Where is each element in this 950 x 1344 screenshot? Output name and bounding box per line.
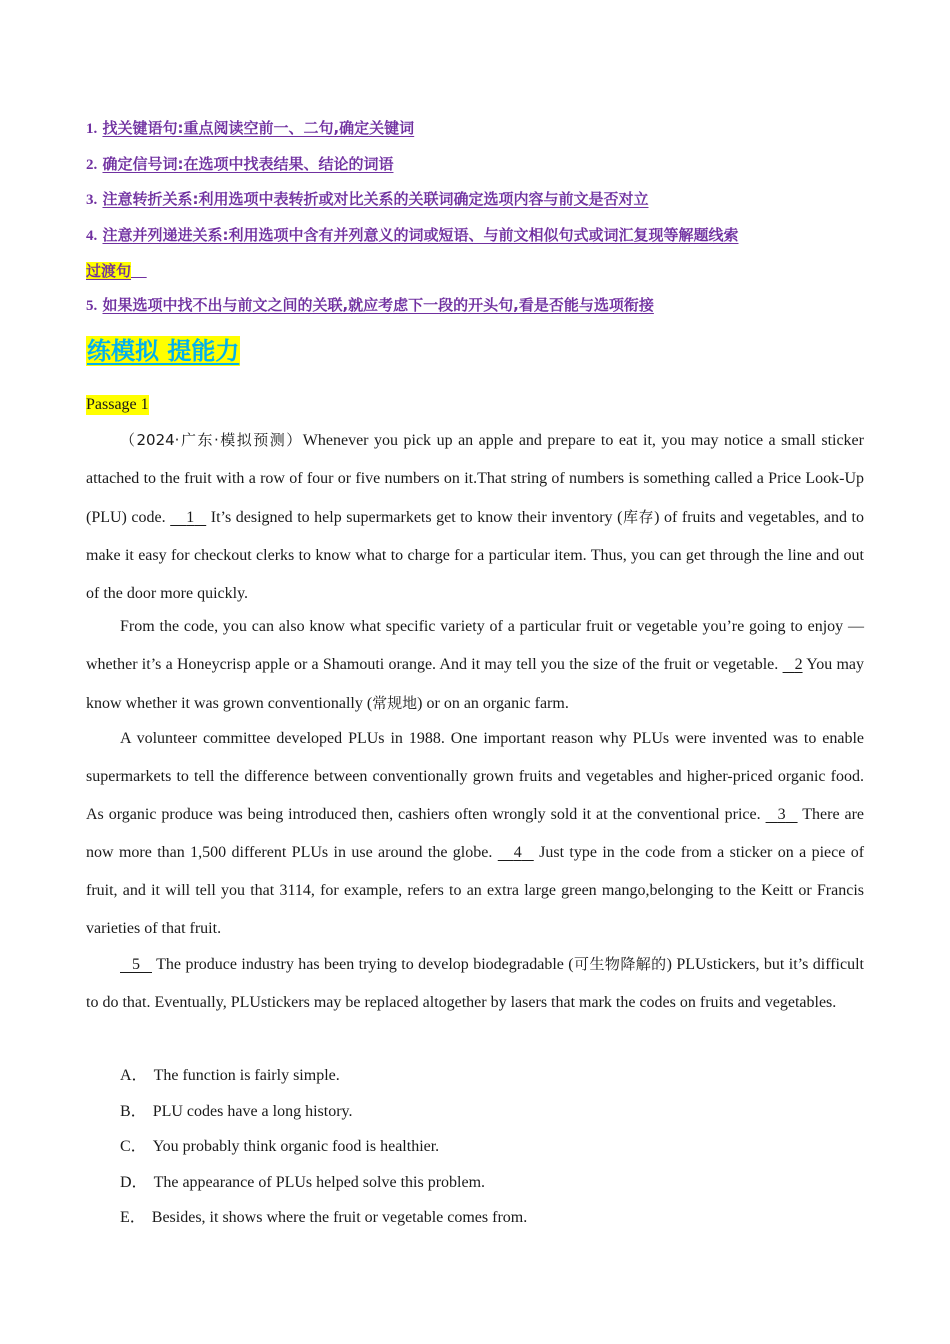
tip-1 [86, 117, 414, 138]
paragraph-text: A volunteer committee developed PLUs in 1988. One important reason why PLUs were invented was to enable supermarkets to tell the difference between conventionally grown fruits and vegetables and higher-priced organic food. As organic produce was being introduced then, cashiers often wrongly sold it at the conventional price. [86, 730, 864, 823]
paragraph-3 [86, 720, 864, 948]
paragraph-text: Just type in the code from a sticker on a piece of fruit, and it will tell you that 3114, for example, refers to an extra large green mango,belonging to the Keitt or Francis varieties of that fruit. [86, 844, 865, 937]
tip-number: 5. [86, 298, 98, 314]
tip-number: 3. [86, 192, 98, 208]
paragraph-text: It’s designed to help supermarkets get to know their inventory ( [210, 509, 623, 526]
paragraph-2 [86, 608, 864, 723]
paragraph-text: The produce industry has been trying to develop biodegradable ( [156, 956, 574, 973]
tip-text: 注意转折关系:利用选项中表转折或对比关系的关联词确定选项内容与前文是否对立 [102, 190, 649, 208]
option-letter: B． [120, 1103, 147, 1120]
paragraph-text: ) or on an organic farm. [417, 695, 569, 712]
chinese-gloss: 常规地 [372, 694, 418, 712]
blank-5[interactable]: 5 [132, 956, 140, 973]
chinese-gloss: 可生物降解的 [573, 955, 667, 973]
highlighted-text: 过渡句 [86, 262, 132, 280]
tip-number: 1. [86, 121, 98, 137]
option-letter: D． [120, 1174, 148, 1191]
paragraph-text: You may know whether it was grown conventionally ( [86, 656, 865, 712]
passage-label: Passage 1 [86, 396, 149, 413]
option-text: Besides, it shows where the fruit or vegetable comes from. [151, 1209, 528, 1226]
blank-3[interactable]: 3 [777, 806, 786, 823]
option-e[interactable] [120, 1208, 527, 1228]
option-letter: C． [120, 1138, 147, 1155]
tip-5 [86, 294, 654, 315]
option-text: The function is fairly simple. [153, 1067, 340, 1084]
option-c[interactable] [120, 1137, 439, 1157]
paragraph-1 [86, 421, 864, 613]
tip-text: 找关键语句:重点阅读空前一、二句,确定关键词 [102, 119, 415, 137]
tip-4-continuation [86, 260, 147, 281]
tip-number: 4. [86, 228, 98, 244]
tip-number: 2. [86, 157, 98, 173]
tip-2 [86, 153, 394, 174]
blank-1[interactable]: 1 [186, 509, 195, 526]
paragraph-text: ) of fruits and vegetables, and to make it easy for checkout clerks to know what to charge for a particular item. Thus, you can get through the line and out of the door more quickly. [86, 509, 864, 602]
paragraph-4 [86, 945, 864, 1022]
paragraph-text: There are now more than 1,500 different PLUs in use around the globe. [86, 806, 865, 861]
tip-text: 确定信号词:在选项中找表结果、结论的词语 [102, 155, 394, 173]
option-letter: A． [120, 1067, 148, 1084]
section-title: 练模拟 提能力 [87, 337, 240, 365]
option-text: PLU codes have a long history. [152, 1103, 353, 1120]
option-letter: E． [120, 1209, 146, 1226]
paragraph-text: From the code, you can also know what specific variety of a particular fruit or vegetable you’re going to enjoy — whether it’s a Honeycrisp apple or a Shamouti orange. And it may tell you the size of the fruit or vegetable. [86, 618, 864, 673]
chinese-gloss: 库存 [622, 508, 655, 526]
paragraph-text: Whenever you pick up an apple and prepare to eat it, you may notice a small sticker attached to the fruit with a row of four or five numbers on it.That string of numbers is something called a Price Look-Up (PLU) code. [86, 432, 864, 526]
blank-4[interactable]: 4 [513, 844, 522, 861]
option-a[interactable] [120, 1066, 340, 1086]
tip-text: 如果选项中找不出与前文之间的关联,就应考虑下一段的开头句,看是否能与选项衔接 [102, 296, 654, 314]
blank-2[interactable]: 2 [794, 656, 803, 673]
option-d[interactable] [120, 1173, 485, 1193]
option-text: You probably think organic food is healthier. [152, 1138, 440, 1155]
source-label: （2024·广东·模拟预测） [120, 431, 303, 449]
tip-text: 注意并列递进关系:利用选项中含有并列意义的词或短语、与前文相似句式或词汇复现等解题线索 [102, 226, 739, 244]
paragraph-text: ) PLUstickers, but it’s difficult to do that. Eventually, PLUstickers may be replaced altogether by lasers that mark the codes on fruits and vegetables. [86, 956, 864, 1011]
option-b[interactable] [120, 1102, 353, 1122]
tip-4 [86, 224, 739, 245]
tip-3 [86, 188, 649, 209]
option-text: The appearance of PLUs helped solve this problem. [153, 1174, 486, 1191]
